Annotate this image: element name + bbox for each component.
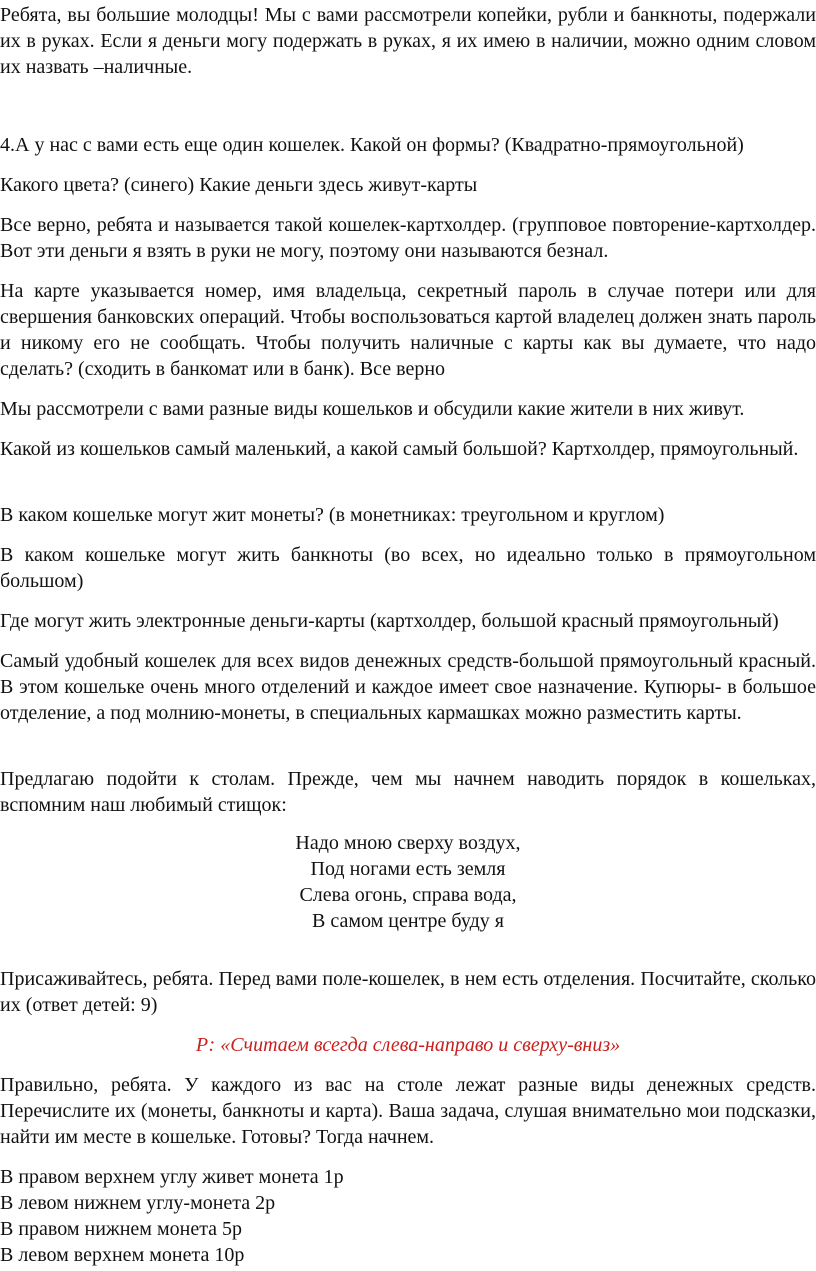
- paragraph-card-info: На карте указывается номер, имя владельца, секретный пароль в случае потери или для свершения банковских операций. Чтобы воспользоваться картой владелец должен знать пароль и никому его не сообщать. Чтобы получить наличные с карты как вы думаете, что надо сделать? (сходить в банкомат или в банк). Все верно: [0, 280, 816, 380]
- poem-line: В самом центре буду я: [312, 910, 504, 932]
- red-note: Р: «Считаем всегда слева-направо и сверху-вниз»: [195, 1034, 621, 1056]
- paragraph-cardholder: Все верно, ребята и называется такой кошелек-картхолдер. (групповое повторение-картхолдер. Вот эти деньги я взять в руки не могу, поэтому они называются безнал.: [0, 214, 816, 262]
- paragraph-banknotes: В каком кошельке могут жить банкноты (во всех, но идеально только в прямоугольном большом): [0, 544, 816, 592]
- instruction-item: В правом верхнем углу живет монета 1р: [0, 1166, 344, 1188]
- paragraph-smallest-largest: Какой из кошельков самый маленький, а какой самый большой? Картхолдер, прямоугольный.: [0, 438, 799, 460]
- poem-line: Надо мною сверху воздух,: [295, 832, 521, 854]
- paragraph-wallet-types: Мы рассмотрели с вами разные виды кошельков и обсудили какие жители в них живут.: [0, 398, 745, 420]
- instruction-item: В левом верхнем монета 10р: [0, 1244, 245, 1266]
- instruction-item: В левом нижнем углу-монета 2р: [0, 1192, 276, 1214]
- poem-line: Слева огонь, справа вода,: [299, 884, 517, 906]
- paragraph-wallet-shape: 4.А у нас с вами есть еще один кошелек. Какой он формы? (Квадратно-прямоугольной): [0, 134, 744, 156]
- paragraph-intro: Ребята, вы большие молодцы! Мы с вами рассмотрели копейки, рубли и банкноты, подержали их в руках. Если я деньги могу подержать в руках, я их имею в наличии, можно одним словом их назвать –наличные.: [0, 4, 816, 78]
- instruction-item: В правом нижнем монета 5р: [0, 1218, 243, 1240]
- paragraph-task: Правильно, ребята. У каждого из вас на столе лежат разные виды денежных средств. Перечислите их (монеты, банкноты и карта). Ваша задача, слушая внимательно мои подсказки, найти им месте в кошельке. Готовы? Тогда начнем.: [0, 1074, 816, 1148]
- paragraph-tables: Предлагаю подойти к столам. Прежде, чем мы начнем наводить порядок в кошельках, вспомним наш любимый стищок:: [0, 768, 816, 816]
- instructions-list: [0, 1164, 816, 1268]
- poem-line: Под ногами есть земля: [310, 858, 506, 880]
- paragraph-sit-down: Присаживайтесь, ребята. Перед вами поле-кошелек, в нем есть отделения. Посчитайте, сколько их (ответ детей: 9): [0, 968, 816, 1016]
- paragraph-coins: В каком кошельке могут жит монеты? (в монетниках: треугольном и круглом): [0, 504, 665, 526]
- paragraph-wallet-color: Какого цвета? (синего) Какие деньги здесь живут-карты: [0, 174, 478, 196]
- paragraph-best-wallet: Самый удобный кошелек для всех видов денежных средств-большой прямоугольный красный. В этом кошельке очень много отделений и каждое имеет свое назначение. Купюры- в большое отделение, а под молнию-монеты, в специальных кармашках можно разместить карты.: [0, 650, 816, 724]
- poem: [0, 830, 816, 934]
- paragraph-cards: Где могут жить электронные деньги-карты (картхолдер, большой красный прямоугольный): [0, 610, 779, 632]
